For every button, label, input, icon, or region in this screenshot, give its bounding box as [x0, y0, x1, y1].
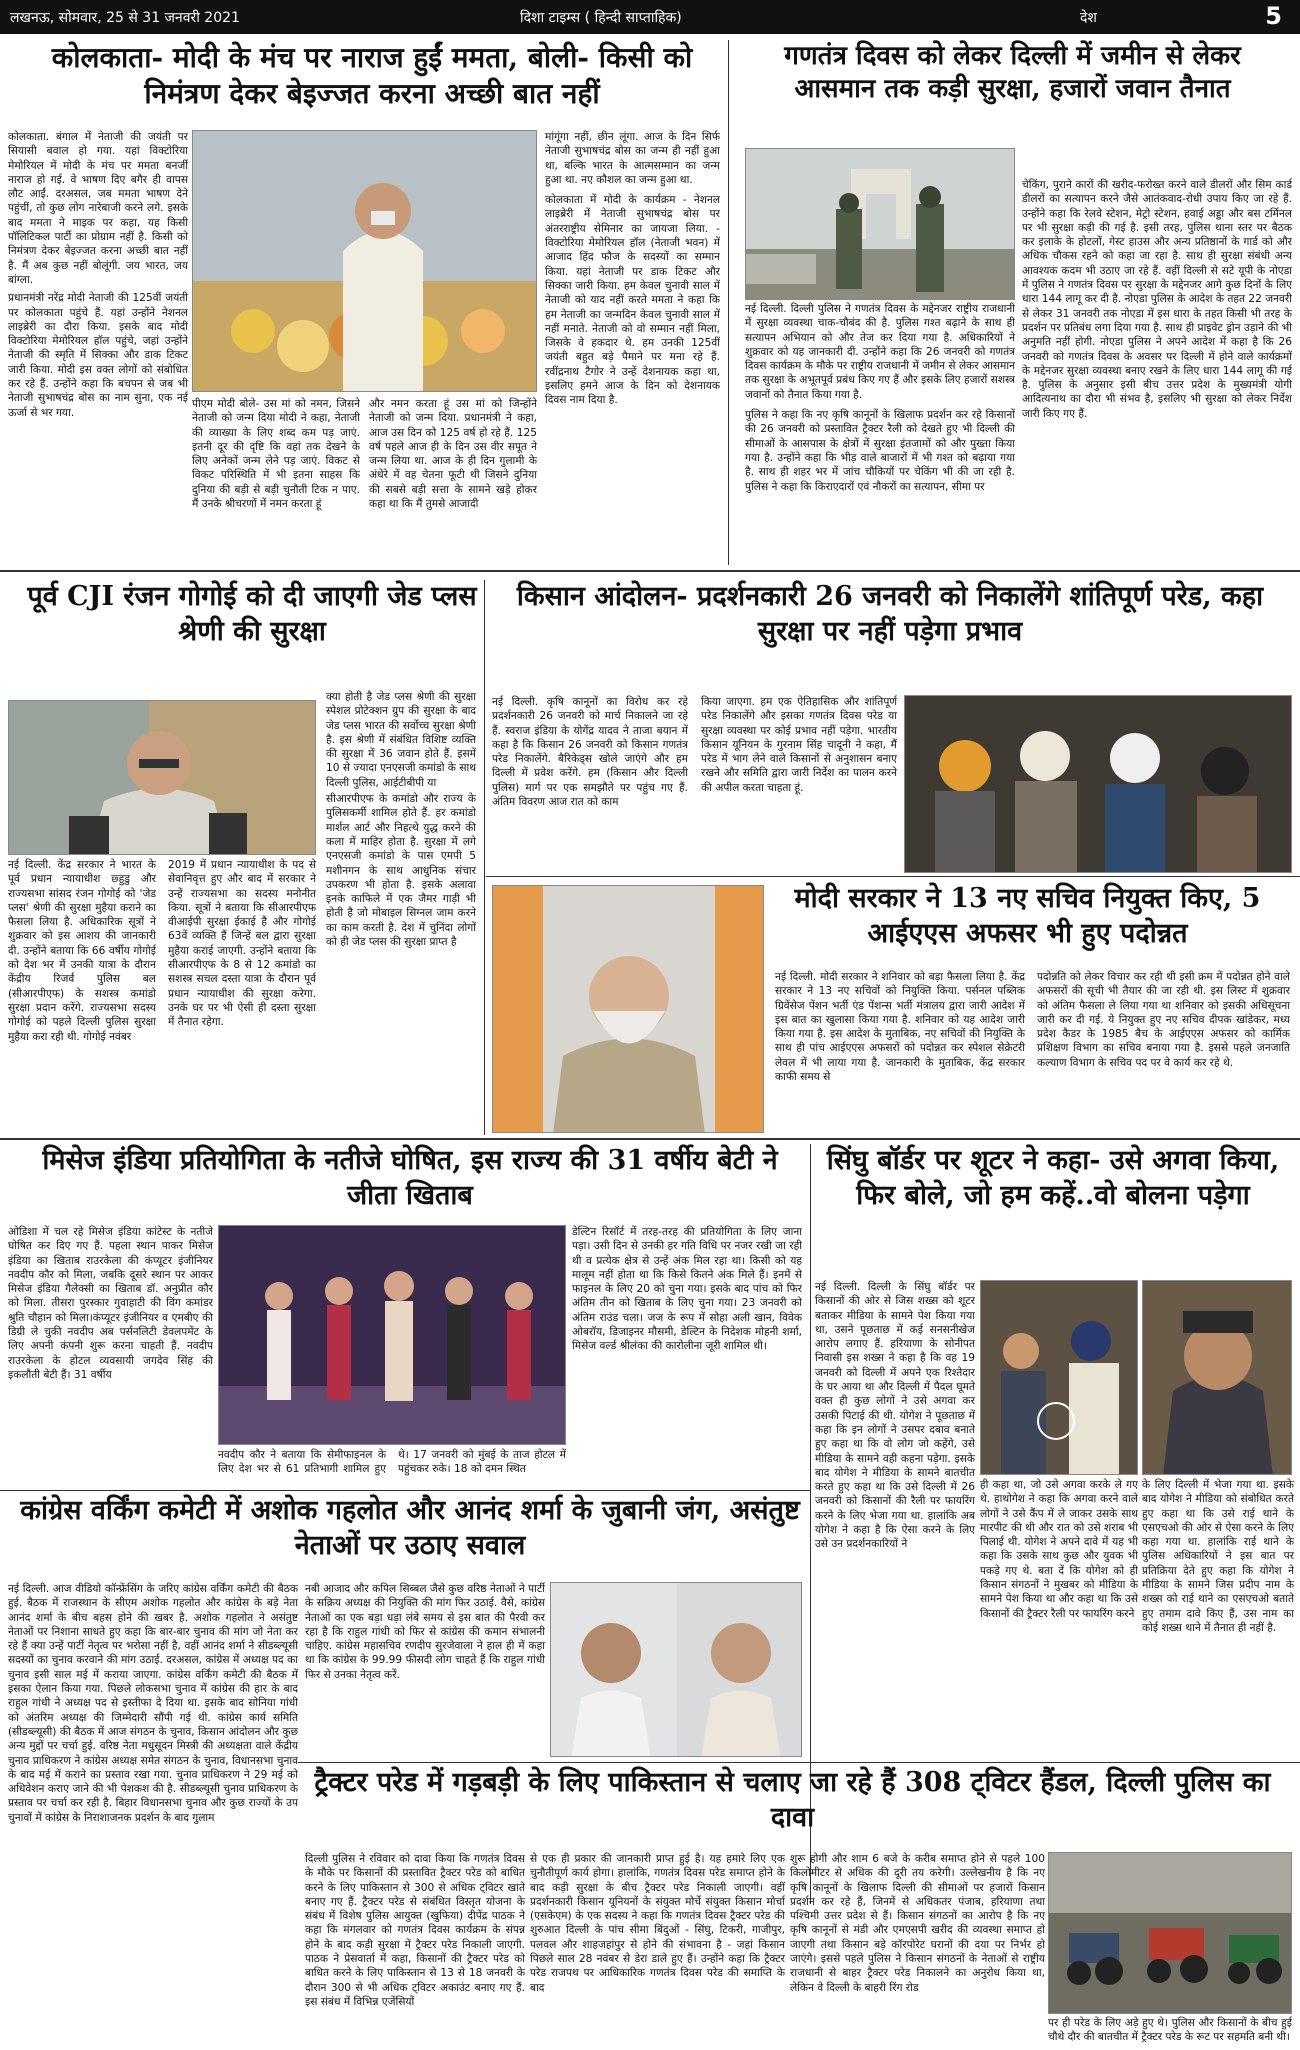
page-header	[0, 0, 1300, 34]
article-8-body	[8, 1582, 298, 2047]
farmers-photo	[904, 695, 1292, 873]
article-5-para-1: नई दिल्ली. मोदी सरकार ने शनिवार को बड़ा फैसला लिया है. केंद्र सरकार ने 13 नए सचिवों को नियुक्ति किया. पर्सनल पब्लिक ग्रिवेंसेज पेंशन भर्ती एंड पेंशन्स भर्ती मंत्रालय द्वारा जारी आदेश में इस बात का खुलासा किया गया है. शनिवार को यह आदेश जारी किया गया है. इस आदेश के मुताबिक, नए सचिवों की नियुक्ति के साथ ही पांच आईएएस अफसरों को पदोन्नत कर स्पेशल सेक्रेटरी लेवल में भी लाया गया है. जानकारी के मुताबिक, केंद्र सरकार काफी समय से	[775, 971, 1025, 1084]
article-4-headline: किसान आंदोलन- प्रदर्शनकारी 26 जनवरी को निकालेंगे शांतिपूर्ण परेड, कहा सुरक्षा पर नहीं पड़ेगा प्रभाव	[516, 581, 1264, 647]
article-3-para-4: सीआरपीएफ के कमांडो और राज्य के पुलिसकर्मी शामिल होते हैं. हर कमांडो मार्शल आर्ट और निहत्थे युद्ध करने की कला में माहिर होता है. सुरक्षा में लगे एनएसजी कमांडो के पास एमपी 5 मशीनगन के साथ आधुनिक संचार उपकरण भी होता है. इसके अलावा इनके काफिले में एक जैमर गाड़ी भी होती है जो मोबाइल सिग्नल जाम करने का काम करती है. देश में चुनिंदा लोगों को ही जेड प्लस की सुरक्षा प्राप्त है	[326, 793, 476, 949]
article-8-para-1: नई दिल्ली. आज वीडियो कॉन्फ्रेंसिंग के जरिए कांग्रेस वर्किंग कमेटी की बैठक हुई. बैठक में राजस्थान के सीएम अशोक गहलोत और कांग्रेस के बड़े नेता आनंद शर्मा के बीच बहस होने की खबर है. अशोक गहलोत ने असंतुष्ट नेताओं पर निशाना साधते हुए कहा कि बार-बार चुनाव की मांग जो नेता कर रहे हैं क्या उन्हें पार्टी नेतृत्व पर भरोसा नहीं है, वहीं आनंद शर्मा ने सीडब्ल्यूसी सदस्यों का चुनाव करवाने की मांग उठाई. दरअसल, कांग्रेस में अध्यक्ष पद का चुनाव इसी साल मई में कराया जाएगा. कांग्रेस वर्किंग कमेटी की बैठक में इसका ऐलान किया गया. पिछले लोकसभा चुनाव में कांग्रेस की हार के बाद राहुल गांधी ने अध्यक्ष पद से इस्तीफा दे दिया था. इसके बाद सोनिया गांधी को अंतरिम अध्यक्ष की जिम्मेदारी सौंपी गई थी. कांग्रेस कार्य समिति (सीडब्ल्यूसी) की बैठक में आज संगठन के चुनाव, किसान आंदोलन और कुछ अन्य मुद्दों पर चर्चा हुई. वरिष्ठ नेता मधुसूदन मिस्त्री की अध्यक्षता वाले केंद्रीय चुनाव प्राधिकरण ने कांग्रेस अध्यक्ष समेत संगठन के चुनाव, विधानसभा चुनाव के बाद मई में कराने का प्रस्ताव रखा गया. चुनाव प्राधिकरण ने 29 मई को अधिवेशन कराए जाने की भी पेशकश की है. सीडब्ल्यूसी चुनाव प्राधिकरण के प्रस्ताव पर चर्चा कर रही है. बिहार विधानसभा चुनाव और कुछ राज्यों के उप चुनावों में कांग्रेस के निराशाजनक प्रदर्शन के बाद गुलाम	[8, 1583, 298, 1824]
article-1-col-3	[369, 397, 537, 565]
article-6-body	[8, 1225, 213, 1487]
singhu-photo-1	[980, 1280, 1138, 1475]
soldiers-photo	[745, 148, 1015, 300]
gogoi-photo	[8, 700, 316, 855]
article-9-para-1: दिल्ली पुलिस ने रविवार को दावा किया कि गणतंत्र दिवस के मौके पर किसानों की प्रस्तावित ट्रैक्टर परेड को बाधित करने के लिए पाकिस्तान से 300 से अधिक ट्विटर खाते बनाए गए हैं. ट्रैक्टर परेड से संबंधित विस्तृत योजना के संबंध में विशेष पुलिस आयुक्त (खुफिया) दीपेंद्र पाठक ने कहा कि मंगलवार को गणतंत्र दिवस कार्यक्रम के संपन्न होने के बाद कड़ी सुरक्षा में ट्रैक्टर परेड निकाली जाएगी. पाठक ने प्रेसवार्ता में कहा, किसानों की ट्रैक्टर परेड को बाधित करने के लिए पाकिस्तान से 13 से 18 जनवरी के दौरान 300 से भी अधिक ट्विटर अकाउंट बनाए गए हैं. इस संबंध में विभिन्न एजेंसियों	[305, 1853, 525, 2008]
article-6-body-2	[572, 1225, 802, 1487]
article-8-body-2	[305, 1582, 545, 1757]
article-7-para-3: के लिए दिल्ली में भेजा गया था. इसके बाद योगेश ने मीडिया को संबोधित करते हुए कहा था कि उसे राई थाने के एसएचओ की ओर से ऐसा करने के लिए कहा गया था. हालांकि राई थाने के पुलिस अधिकारियों ने इस बात पर प्रतिक्रिया देते हुए कहा कि योगेश ने मीडिया के सामने जिस प्रदीप नाम के शख्स को राई थाने का एसएचओ बताते हुए तमाम दावे किए हैं, उस नाम का कोई शख्स थाने में तैनात ही नहीं है.	[1142, 1479, 1294, 1634]
article-1-para-6: कोलकाता में मोदी के कार्यक्रम - नेशनल लाइब्रेरी में नेताजी सुभाषचंद्र बोस पर अंतरराष्ट्रीय सेमिनार का जायजा लिया. - विक्टोरिया मेमोरियल हॉल (नेताजी भवन) में आजाद हिंद फौज के सदस्यों का सम्मान किया. यहां नेताजी पर डाक टिकट और सिक्का जारी किया. हम केवल चुनावी साल में नेताजी को याद नहीं करते ममता ने कहा कि हम नेताजी का जन्मदिन केवल चुनावी साल में नहीं मनाते. नेताजी को वो सम्मान नहीं मिला, जिसके वे हकदार थे. हम उनकी 125वीं जयंती बहुत बड़े पैमाने पर मना रहे हैं. रवींद्रनाथ टैगोर ने उन्हें देशनायक कहा था, इसलिए हमने आज के दिन को देशनायक दिवस नाम दिया है.	[545, 194, 720, 407]
article-1-para-4: और नमन करता हूं उस मां को जिन्होंने नेताजी को जन्म दिया. प्रधानमंत्री ने कहा, आज उस दिन को 125 वर्ष हो रहे हैं. 125 वर्ष पहले आज ही के दिन उस वीर सपूत ने जन्म लिया था. आज के ही दिन गुलामी के अंधेरे में वह चेतना फूटी थी जिसने दुनिया की सबसे बड़ी सत्ता के सामने खड़े होकर कहा था कि मैं तुमसे आजादी	[369, 398, 537, 511]
divider-h4	[0, 1490, 810, 1491]
header-date: लखनऊ, सोमवार, 25 से 31 जनवरी 2021	[10, 10, 240, 26]
article-7-headline: सिंघु बॉर्डर पर शूटर ने कहा- उसे अगवा किया, फिर बोले, जो हम कहें..वो बोलना पड़ेगा	[826, 1145, 1280, 1211]
article-3-para-3: क्या होती है जेड प्लस श्रेणी की सुरक्षा स्पेशल प्रोटेक्शन ग्रुप की सुरक्षा के बाद जेड प्लस भारत की सर्वोच्च सुरक्षा श्रेणी है. इस श्रेणी में संबंधित विशिष्ट व्यक्ति की सुरक्षा में 36 जवान होते हैं. इसमें 10 से ज्यादा एनएसजी कमांडो के साथ दिल्ली पुलिस, आईटीबीपी या	[326, 691, 476, 789]
article-2-col-1	[745, 302, 1015, 567]
divider-h3	[0, 1138, 1300, 1140]
article-1-headline: कोलकाता- मोदी के मंच पर नाराज हुईं ममता, बोली- किसी को निमंत्रण देकर बेइज्जत करना अच्छी बात नहीं	[51, 41, 693, 110]
article-6-headline: मिसेज इंडिया प्रतियोगिता के नतीजे घोषित, इस राज्य की 31 वर्षीय बेटी ने जीता खिताब	[42, 1145, 778, 1211]
divider-h2	[486, 876, 1300, 877]
article-7-body-2	[980, 1478, 1138, 1903]
article-8-para-2: नबी आजाद और कपिल सिब्बल जैसे कुछ वरिष्ठ नेताओं ने पार्टी के सक्रिय अध्यक्ष की नियुक्ति की मांग फिर उठाई. वैसे, कांग्रेस नेताओं का एक बड़ा धड़ा लंबे समय से इस बात की पैरवी कर रहा है कि राहुल गांधी को फिर से कांग्रेस की कमान संभालनी चाहिए. कांग्रेस महासचिव रणदीप सुरजेवाला ने हाल ही में कहा था कि कांग्रेस के 99.99 फीसदी लोग चाहते हैं कि राहुल गांधी फिर से उनका नेतृत्व करें.	[305, 1583, 545, 1681]
article-6-para-2: डेल्टिन रिसॉर्ट में तरह-तरह की प्रतियोगिता के लिए जाना पड़ा। उसी दिन से उनकी हर गति विधि पर नजर रखी जा रही थी व प्रत्येक क्षेत्र से उन्हें अंक मिल रहा था। किसी को यह मालूम नहीं होता था कि किसे कितने अंक मिले हैं। इनमें से फाइनल के लिए 20 को चुना गया। इसके बाद पांच को फिर अंतिम तीन को खिताब के लिए चुना गया। 23 जनवरी को अंतिम राउंड चला। जज के रूप में सोहा अली खान, विवेक ओबरॉय, डिजाइनर मौसमी, डेल्टिन के निदेशक मोहनी शर्मा, मिसेज वर्ल्ड श्रीलंका की कारोलीना जूरी शामिल थी।	[572, 1226, 802, 1353]
article-1-para-1: कोलकाता. बंगाल में नेताजी की जयंती पर सियासी बवाल हो गया. यहां विक्टोरिया मेमोरियल में मोदी के मंच पर ममता बनर्जी नाराज हो गई. वे भाषण दिए बगैर ही वापस लौट आईं. दरअसल, जब ममता भाषण देने पहुंचीं, तो कुछ लोग नारेबाजी करने लगे. इसके बाद ममता ने माइक पर कहा, यह किसी पॉलिटिकल पार्टी का प्रोग्राम नहीं है. किसी को निमंत्रण देकर बेइज्जत करना अच्छी बात नहीं है. मैं अब कुछ नहीं बोलूंगी. जय भारत, जय बांग्ला.	[8, 131, 188, 286]
article-5-col-2	[1037, 970, 1290, 1135]
article-7-body-3	[1142, 1478, 1294, 1903]
article-1-col-2	[192, 397, 360, 565]
header-section: देश	[1080, 10, 1097, 26]
article-4-para-2: किया जाएगा. हम एक ऐतिहासिक और शांतिपूर्ण परेड निकालेंगे और इसका गणतंत्र दिवस परेड या सुरक्षा व्यवस्था पर कोई प्रभाव नहीं पड़ेगा. भारतीय किसान यूनियन के गुरनाम सिंह चादूनी ने कहा, मैं परेड में भाग लेने वाले किसानों से अनुशासन बनाए रखने और समिति द्वारा जारी निर्देश का पालन करने की अपील करता चाहता हूं.	[701, 696, 897, 794]
article-9-caption: पर ही परेड के लिए अड़े हुए थे। पुलिस और किसानों के बीच हुई चौथे दौर की बातचीत में ट्रैक्टर परेड के रूट पर सहमति बनी थी।	[1048, 2017, 1292, 2044]
article-4-para-1: नई दिल्ली. कृषि कानूनों का विरोध कर रहे प्रदर्शनकारी 26 जनवरी को मार्च निकालने जा रहे हैं. स्वराज इंडिया के योगेंद्र यादव ने ताजा बयान में कहा है कि किसान 26 जनवरी को किसान गणतंत्र परेड निकालेंगे. बैरिकेड्स खोले जाएंगे और हम दिल्ली में प्रवेश करेंगे. हम (किसान और दिल्ली पुलिस) मार्ग पर एक समझौते पर पहुंच गए हैं. अंतिम विवरण आज रात को काम	[492, 696, 688, 809]
article-9-body-3	[790, 1852, 1045, 2047]
article-1-body	[8, 130, 188, 560]
article-1-col-1	[8, 130, 188, 560]
article-9-para-3: शुरू होगी और शाम 6 बजे के करीब समाप्त होने से पहले 100 किलोमीटर से अधिक की दूरी तय करेगी। उल्लेखनीय है कि नए कृषि कानूनों के खिलाफ दिल्ली की सीमाओं पर हजारों किसान प्रदर्शन कर रहे हैं, जिनमें से अधिकतर पंजाब, हरियाणा तथा पश्चिमी उत्तर प्रदेश से हैं। किसान संगठनों का आरोप है कि नए कृषि कानूनों से मंडी और एमएसपी खरीद की व्यवस्था समाप्त हो जाएगी तथा किसान बड़े कॉरपोरेट घरानों की दया पर निर्भर हो जाएंगे। इससे पहले पुलिस ने किसान संगठनों के नेताओं से राष्ट्रीय राजधानी से बाहर ट्रैक्टर परेड निकालने का अनुरोध किया था, लेकिन वे दिल्ली के बाहरी रिंग रोड	[790, 1853, 1045, 1994]
article-3-body-2	[326, 690, 476, 1130]
article-3-body	[8, 858, 316, 1133]
modi-photo	[492, 885, 764, 1133]
article-3-col-2	[168, 858, 316, 1133]
article-6-caption: नवदीप कौर ने बताया कि सेमीफाइनल के लिए देश भर से 61 प्रतिभागी शामिल हुए थे। 17 जनवरी को मुंबई के ताज होटल में पहुंचकर रुके। 18 को दमन स्थित	[218, 1449, 566, 1476]
article-2-para-1: नई दिल्ली. दिल्ली पुलिस ने गणतंत्र दिवस के मद्देनजर राष्ट्रीय राजधानी में सुरक्षा व्यवस्था चाक-चौबंद की है. पुलिस गश्त बढ़ाने के साथ ही सत्यापन अभियान को और तेज कर दिया गया है. अधिकारियों ने शुक्रवार को यह जानकारी दी. उन्होंने कहा कि 26 जनवरी को गणतंत्र दिवस कार्यक्रम के मौके पर राष्ट्रीय राजधानी में जमीन से लेकर आसमान तक सुरक्षा के अभूतपूर्व प्रबंध किए गए हैं और इसके लिए हजारों सशस्त्र जवानों को तैनात किया गया है.	[745, 303, 1015, 401]
article-4-col-2	[701, 695, 897, 870]
article-1-para-2: प्रधानमंत्री नरेंद्र मोदी नेताजी की 125वीं जयंती पर कोलकाता पहुंचे हैं. यहां उन्होंने नेशनल लाइब्रेरी का दौरा किया. इसके बाद मोदी विक्टोरिया मेमोरियल हॉल पहुंचे, जहां उन्होंने नेताजी की स्मृति में सिक्का और डाक टिकट जारी किया. मोदी इस वक्त लोगों को संबोधित कर रहे हैं. उन्होंने कहा कि बचपन से जब भी नेताजी सुभाषचंद्र बोस का नाम सुना, एक नई ऊर्जा से भर गया.	[8, 292, 188, 419]
divider-v1	[728, 40, 729, 565]
article-4-col-1	[492, 695, 688, 870]
article-1-body-3	[545, 130, 720, 565]
article-6-para-1: ओडिशा में चल रहे मिसेज इंडिया कांटेस्ट के नतीजे घोषित कर दिए गए हैं. पहला स्थान पाकर मिसेज इंडिया का खिताब राउरकेला की कंप्यूटर इंजीनियर नवदीप कौर को मिला, जबकि दूसरे स्थान पर आकर मिसेज इंडिया गैलेक्सी का खिताब डॉ. अनुप्रीत कौर को मिला. तीसरा पुरस्कार गुवाहाटी की विंग कमांडर श्रुति चौहान को मिला।कंप्यूटर इंजीनियर व एमबीए की डिग्री ले चुकी नवदीप अब पर्सनलिटी डेवलपमेंट के लिए अपनी कंपनी शुरू करना चाहती हैं. नवदीप राउरकेला के होटल व्यवसायी जगदेव सिंह की इकलौती बेटी हैं। 31 वर्षीय	[8, 1226, 213, 1381]
header-masthead: दिशा टाइम्स ( हिन्दी साप्ताहिक)	[520, 10, 682, 26]
article-1-para-5: मांगूंगा नहीं, छीन लूंगा. आज के दिन सिर्फ नेताजी सुभाषचंद्र बोस का जन्म ही नहीं हुआ था, बल्कि भारत के आत्मसम्मान का जन्म हुआ था. नए कौशल का जन्म हुआ था.	[545, 131, 720, 186]
page-number: 5	[1265, 2, 1282, 30]
article-2-body-2	[1022, 178, 1292, 568]
article-3-col-1	[8, 858, 156, 1133]
mamata-photo	[192, 130, 537, 392]
article-7-para-2: ही कहा था, जो उसे अगवा करके ले गए थे. हाथोगेश ने कहा कि अगवा करने वाले लोगों ने उसे कैंप में ले जाकर उसके साथ मारपीट की थी और रात को उसे शराब भी पिलाई थी. योगेश ने अपने दावे में यह भी कहा कि उसके साथ कुछ और युवक भी पकड़े गए थे. बता दें कि योगेश को ही किसान संगठनों ने मुखबर को मीडिया के सामने पेश किया था और कहा था कि उसे किसानों की ट्रैक्टर रैली पर फायरिंग करने	[980, 1479, 1138, 1620]
tractor-photo	[1048, 1852, 1292, 2014]
article-5-headline: मोदी सरकार ने 13 नए सचिव नियुक्त किए, 5 आईएएस अफसर भी हुए पदोन्नत	[794, 883, 1261, 949]
article-2-para-3: चेकिंग, पुराने कारों की खरीद-फरोख्त करने वाले डीलरों और सिम कार्ड डीलरों का सत्यापन करने जैसे आतंकवाद-रोधी उपाय किए जा रहे हैं. उन्होंने कहा कि रेलवे स्टेशन, मेट्रो स्टेशन, हवाई अड्डा और बस टर्मिनल पर भी सुरक्षा कड़ी की गई है. इसी तरह, पुलिस थाना स्तर पर बैठक कर इलाके के होटलों, गेस्ट हाउस और अन्य प्रतिष्ठानों के गार्ड को और अधिक चौकस रहने को कहा जा रहा है. साथ ही सुरक्षा संबंधी अन्य आवश्यक कदम भी उठाए जा रहे हैं. वहीं दिल्ली से सटे यूपी के नोएडा में पुलिस ने गणतंत्र दिवस पर सुरक्षा के मद्देनजर आगे कुछ दिनों के लिए धारा 144 लागू कर दी है. नोएडा पुलिस के आदेश के तहत 22 जनवरी से लेकर 31 जनवरी तक नोएडा में इस धारा के तहत किसी भी तरह के प्रदर्शन पर प्रतिबंध लगा दिया गया है. साथ ही प्राइवेट ड्रोन उड़ाने की भी अनुमति नहीं होगी. नोएडा पुलिस ने अपने आदेश में कहा है कि 26 जनवरी को गणतंत्र दिवस के अवसर पर दिल्ली में होने वाले कार्यक्रमों के मद्देनजर सुरक्षा व्यवस्था बनाए रखने के लिए धारा 144 लागू की गई है. पुलिस के अनुसार इसी बीच उत्तर प्रदेश के मुख्यमंत्री योगी आदित्यनाथ का दौरा भी संभव है, इसलिए भी सुरक्षा को लेकर निर्देश जारी किए गए हैं.	[1022, 179, 1292, 420]
article-4-body	[492, 695, 897, 870]
divider-v2	[484, 580, 485, 1135]
divider-h5	[298, 1762, 1300, 1763]
article-5-col-1	[775, 970, 1025, 1135]
article-1-para-3: पीएम मोदी बोले- उस मां को नमन, जिसने नेताजी को जन्म दिया मोदी ने कहा, नेताजी की व्याख्या के लिए शब्द कम पड़ जाएं. इतनी दूर की दृष्टि कि वहां तक देखने के लिए अनेकों जन्म लेने पड़ जाएं. विकट से विकट परिस्थिति में भी इतना साहस कि दुनिया की बड़ी से बड़ी चुनौती टिक न पाए. मैं उनके श्रीचरणों में नमन करता हूं	[192, 398, 360, 511]
gehlot-sharma-photo	[550, 1582, 802, 1757]
article-5-para-2: पदोन्नति को लेकर विचार कर रही थी इसी क्रम में पदोन्नत होने वाले अफसरों की सूची भी तैयार की जा रही थी. इस लिस्ट में शुक्रवार को अंतिम फैसला ले लिया गया था शनिवार को इसकी अधिसूचना जारी कर दी गई. ये नियुक्त हुए नए सचिव दीपक खांडेकर, मध्य प्रदेश कैडर के 1985 बैच के आईएएस अफसर को कार्मिक प्रशिक्षण विभाग का सचिव बनाया गया है. इससे पहले जनजाति कल्याण विभाग के सचिव पद पर वे कार्य कर रहे थे.	[1037, 971, 1290, 1069]
miss-india-photo	[218, 1225, 566, 1445]
article-3-headline: पूर्व CJI रंजन गोगोई को दी जाएगी जेड प्लस श्रेणी की सुरक्षा	[27, 581, 477, 647]
article-7-para-1: नई दिल्ली. दिल्ली के सिंघु बॉर्डर पर किसानों की ओर से जिस शख्स को शूटर बताकर मीडिया के सामने पेश किया गया था, उसने पूछताछ में कई सनसनीखेज आरोप लगाए हैं. हरियाणा के सोनीपत निवासी इस शख्स ने कहा है कि वह 19 जनवरी को दिल्ली में अपने एक रिश्तेदार के घर आया था और दिल्ली में पैदल घूमते वक्त ही कुछ लोगों ने उसे अगवा कर उसकी पिटाई की थी. योगेश ने पूछताछ में कहा कि इन लोगों ने उसपर दबाव बनाते हुए कहा था कि वो लोग जो कहेंगे, उसे मीडिया के सामने वही कहना पड़ेगा. इसके बाद योगेश ने मीडिया के सामने बातचीत करते हुए कहा था कि उसे दिल्ली में 26 जनवरी को किसानों की रैली पर फायरिंग करने के लिए भेजा गया था. हालांकि अब योगेश ने कहा है कि ऐसा करने के लिए उसे उन प्रदर्शनकारियों ने	[815, 1281, 975, 1551]
article-9-body	[305, 1852, 525, 2047]
article-2-headline: गणतंत्र दिवस को लेकर दिल्ली में जमीन से लेकर आसमान तक कड़ी सुरक्षा, हजारों जवान तैनात	[784, 41, 1241, 105]
article-9-headline: ट्रैक्टर परेड में गड़बड़ी के लिए पाकिस्तान से चलाए जा रहे हैं 308 ट्विटर हैंडल, दिल्ली पुलिस का दावा	[314, 1767, 1271, 1833]
article-9-body-2	[530, 1852, 785, 2047]
article-1-body-2	[192, 397, 537, 565]
article-5-body	[775, 970, 1290, 1135]
article-8-headline: कांग्रेस वर्किंग कमेटी में अशोक गहलोत और आनंद शर्मा के जुबानी जंग, असंतुष्ट नेताओं पर उठाए सवाल	[20, 1495, 800, 1561]
article-3-para-2: 2019 में प्रधान न्यायाधीश के पद से सेवानिवृत्त हुए और बाद में सरकार ने उन्हें राज्यसभा का सदस्य मनोनीत किया. सूत्रों ने बताया कि सीआरपीएफ वीआईपी सुरक्षा ईकाई है और गोगोई 63वें व्यक्ति हैं जिन्हें बल द्वारा सुरक्षा मुहैया कराई जाएगी. उन्होंने बताया कि सीआरपीएफ के 8 से 12 कमांडो का सशस्त्र सचल दस्ता यात्रा के दौरान पूर्व प्रधान न्यायाधीश की सुरक्षा करेगा. उनके घर पर भी ऐसी ही दस्ता सुरक्षा में तैनात रहेगा.	[168, 859, 316, 1029]
divider-h1	[0, 570, 1300, 572]
article-2-para-2: पुलिस ने कहा कि नए कृषि कानूनों के खिलाफ प्रदर्शन कर रहे किसानों की 26 जनवरी को प्रस्तावित ट्रैक्टर रैली को देखते हुए भी दिल्ली की सीमाओं के आसपास के क्षेत्रों में सुरक्षा इंतजामों को और पुख्ता किया गया है. उन्होंने कहा कि भीड़ वाले बाजारों में भी गश्त को बढ़ाया गया है. साथ ही शहर भर में जांच चौकियों पर चेकिंग भी की जा रही है. पुलिस ने कहा कि किराएदारों एवं नौकरों का सत्यापन, सीमा पर	[745, 409, 1015, 493]
article-3-para-1: नई दिल्ली. केंद्र सरकार ने भारत के पूर्व प्रधान न्यायाधीश छ्हुडु और राज्यसभा सांसद रंजन गोगोई को 'जेड प्लस' श्रेणी की सुरक्षा मुहैया कराने का फैसला लिया है. अधिकारिक सूत्रों ने शुक्रवार को इस आशय की जानकारी दी. उन्होंने बताया कि 66 वर्षीय गोगोई को देश भर में उनकी यात्रा के दौरान केंद्रीय रिजर्व पुलिस बल (सीआरपीएफ) के सशस्त्र कमांडो सुरक्षा प्रदान करेंगे. राज्यसभा सदस्य गोगोई को पहले दिल्ली पुलिस सुरक्षा मुहैया करा रही थी. गोगोई नवंबर	[8, 859, 156, 1043]
singhu-photo-2	[1142, 1280, 1292, 1475]
article-9-para-2: से एक ही प्रकार की जानकारी प्राप्त हुई है। यह हमारे लिए एक चुनौतीपूर्ण कार्य होगा। हालांकि, गणतंत्र दिवस परेड समाप्त होने के बाद कड़ी सुरक्षा के बीच ट्रैक्टर परेड निकाली जाएगी। वहीं प्रदर्शनकारी किसान यूनियनों के संयुक्त मोर्चे संयुक्त किसान मोर्चा (एसकेएम) के एक सदस्य ने कहा कि गणतंत्र दिवस ट्रैक्टर परेड की शुरुआत दिल्ली के पांच सीमा बिंदुओं - सिंघु, टिकरी, गाजीपुर, पलवल और शाहजहांपुर से होने की संभावना है - जहां किसान पिछले साल 28 नवंबर से डेरा डाले हुए हैं। उन्होंने कहा कि ट्रैक्टर परेड राजपथ पर आधिकारिक गणतंत्र दिवस परेड की समाप्ति के बाद	[530, 1853, 785, 1994]
